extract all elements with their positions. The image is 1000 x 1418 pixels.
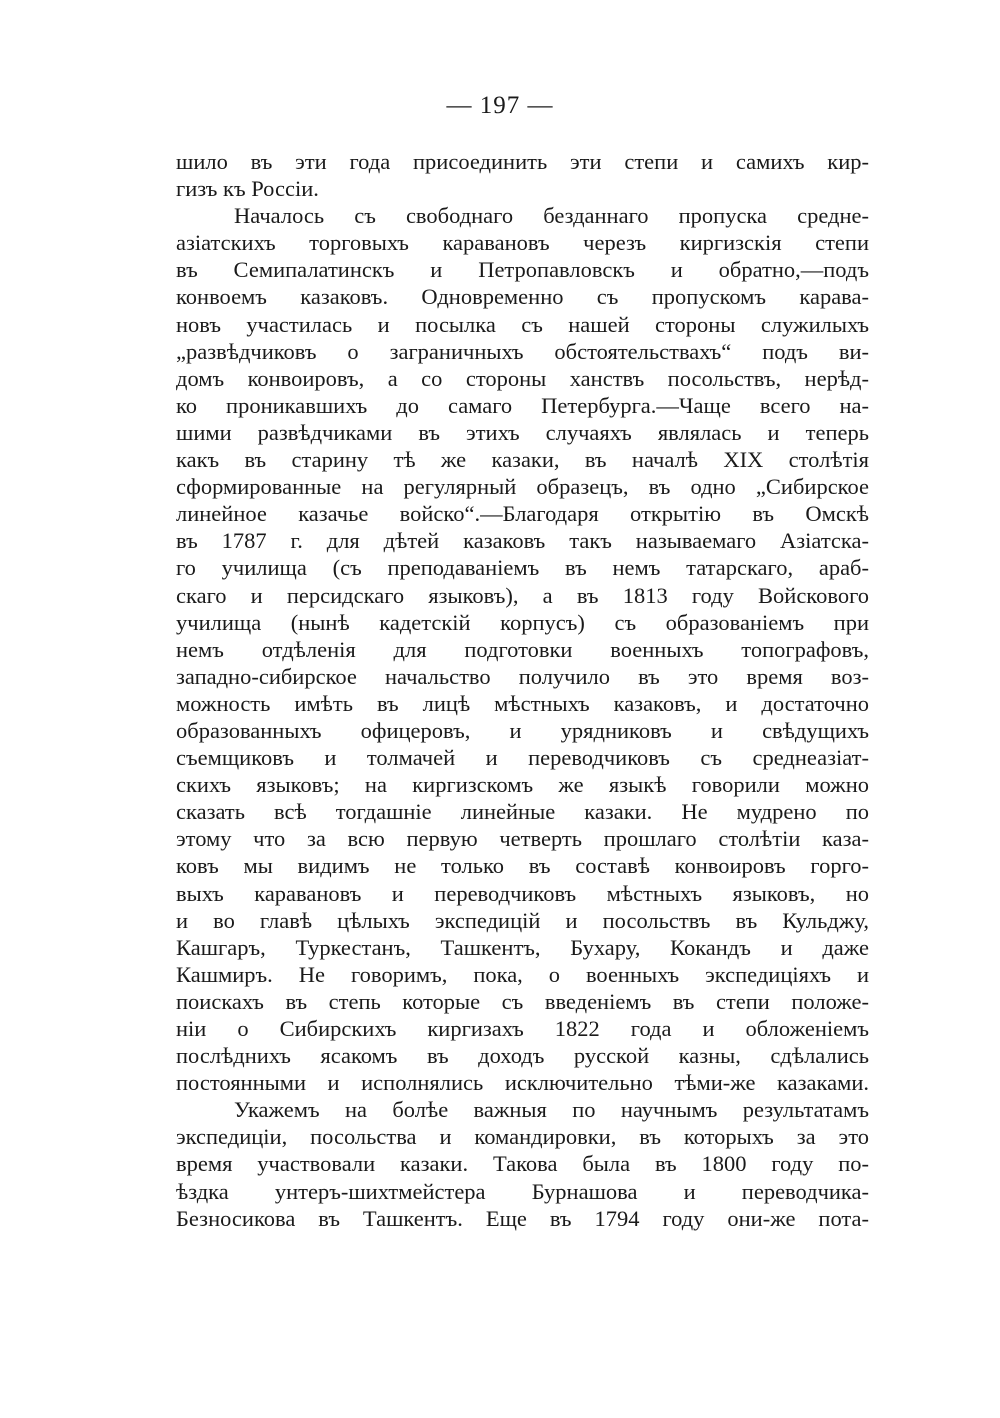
text-line: шими развѣдчиками въ этихъ случаяхъ являлась и теперь: [176, 419, 869, 445]
text-line: ко проникавшихъ до самаго Петербурга.—Чаще всего на-: [176, 392, 869, 418]
text-line: поискахъ въ степь которые съ введенiемъ въ степи положе-: [176, 988, 869, 1014]
text-line: въ Семипалатинскъ и Петропавловскъ и обратно,—подъ: [176, 257, 869, 283]
text-line: новъ участилась и посылка съ нашей стороны служилыхъ: [176, 311, 869, 337]
text-line: въ 1787 г. для дѣтей казаковъ такъ называемаго Азiатска-: [176, 528, 869, 554]
body-text: [176, 148, 869, 1232]
text-line: шило въ эти года присоединить эти степи и самихъ кир-: [176, 149, 869, 174]
text-line: „развѣдчиковъ о заграничныхъ обстоятельствахъ“ подъ ви-: [176, 338, 869, 364]
text-line: ковъ мы видимъ не только въ составѣ конвоировъ горго-: [176, 853, 869, 879]
page-number: — 197 —: [446, 92, 554, 119]
text-line: и во главѣ цѣлыхъ экспедицiй и посольствъ въ Кульджу,: [176, 907, 869, 933]
text-line: съемщиковъ и толмачей и переводчиковъ съ среднеазiат-: [176, 745, 869, 771]
text-line: какъ въ старину тѣ же казаки, въ началѣ XIX столѣтiя: [176, 447, 869, 473]
text-line: время участвовали казаки. Такова была въ 1800 году по-: [176, 1151, 869, 1177]
text-line: экспедицiи, посольства и командировки, въ которыхъ за это: [176, 1124, 869, 1150]
text-line: Укажемъ на болѣе важныя по научнымъ результатамъ: [234, 1097, 869, 1123]
text-line: этому что за всю первую четверть прошлаго столѣтiи каза-: [176, 826, 869, 852]
text-line: азiатскихъ торговыхъ каравановъ черезъ киргизскiя степи: [176, 230, 869, 256]
text-line: конвоемъ казаковъ. Одновременно съ пропускомъ карава-: [176, 284, 869, 310]
text-line: нiи о Сибирскихъ киргизахъ 1822 года и обложенiемъ: [176, 1016, 869, 1041]
text-line: гизъ къ Россiи.: [176, 176, 319, 202]
text-line: Безносикова въ Ташкентъ. Еще въ 1794 году они-же пота-: [176, 1205, 869, 1231]
text-line: сформированные на регулярный образецъ, въ одно „Сибирское: [176, 474, 869, 500]
text-line: можность имѣть въ лицѣ мѣстныхъ казаковъ, и достаточно: [176, 690, 869, 716]
text-line: сказать всѣ тогдашнiе линейные казаки. Не мудрено по: [176, 799, 869, 825]
text-line: постоянными и исполнялись исключительно тѣми-же казаками.: [176, 1070, 869, 1096]
text-line: скихъ языковъ; на киргизскомъ же языкѣ говорили можно: [176, 772, 869, 798]
text-line: образованныхъ офицеровъ, и урядниковъ и свѣдущихъ: [176, 717, 869, 743]
text-line: училища (нынѣ кадетскiй корпусъ) съ образованiемъ при: [176, 609, 869, 635]
text-line: го училища (съ преподаванiемъ въ немъ татарскаго, араб-: [176, 555, 869, 581]
text-line: Кашмиръ. Не говоримъ, пока, о военныхъ экспедицiяхъ и: [176, 961, 869, 987]
text-line: немъ отдѣленiя для подготовки военныхъ топографовъ,: [176, 636, 869, 662]
text-line: послѣднихъ ясакомъ въ доходъ русской казны, сдѣлались: [176, 1043, 869, 1069]
text-line: линейное казачье войско“.—Благодаря открытiю въ Омскѣ: [176, 501, 869, 527]
text-line: Началось съ свободнаго безданнаго пропуска средне-: [234, 203, 869, 229]
text-line: западно-сибирское начальство получило въ это время воз-: [176, 663, 869, 689]
text-line: ѣздка унтеръ-шихтмейстера Бурнашова и переводчика-: [176, 1178, 869, 1204]
text-line: домъ конвоировъ, а со стороны ханствъ посольствъ, нерѣд-: [176, 365, 869, 391]
text-line: скаго и персидскаго языковъ), а въ 1813 году Войскового: [176, 582, 869, 608]
text-line: выхъ каравановъ и переводчиковъ мѣстныхъ языковъ, но: [176, 880, 869, 906]
text-line: Кашгаръ, Туркестанъ, Ташкентъ, Бухару, Кокандъ и даже: [176, 934, 869, 960]
